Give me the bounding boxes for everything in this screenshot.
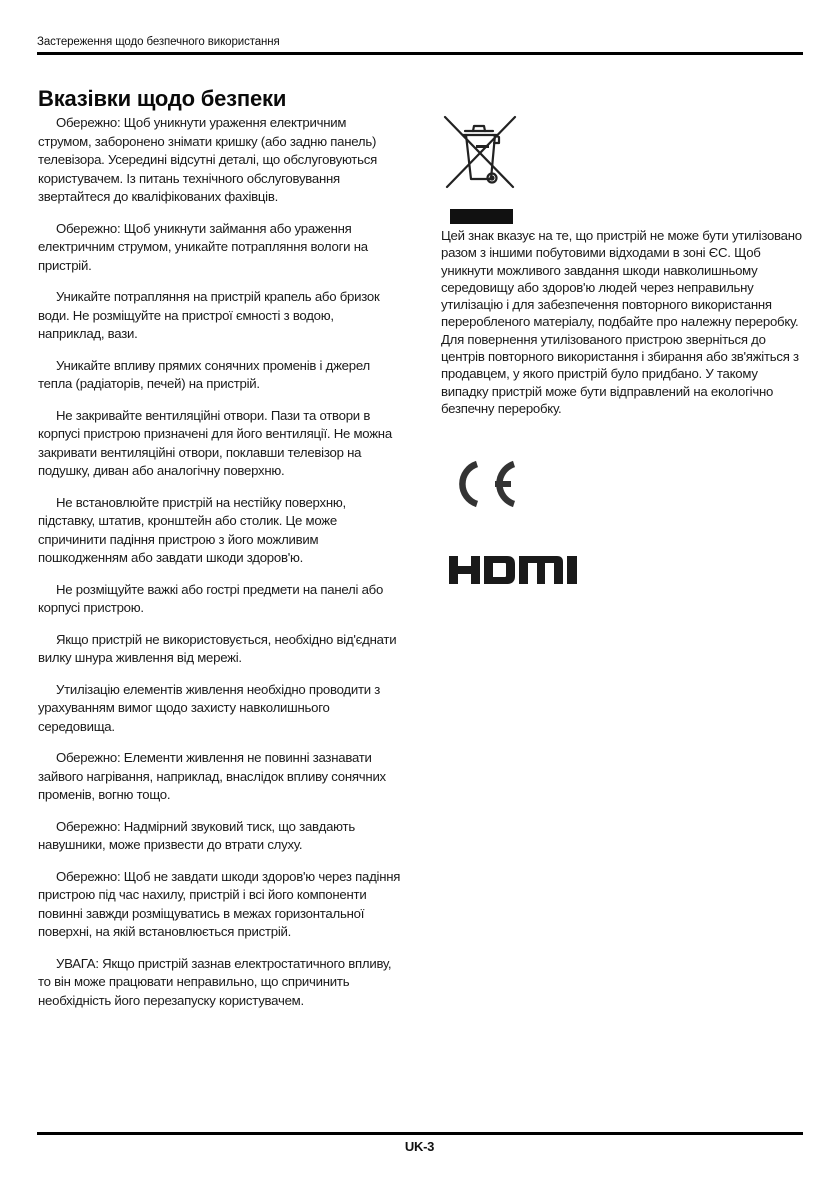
- paragraph-unplug: Якщо пристрій не використовується, необхідно від'єднати вилку шнура живлення від мережі.: [38, 631, 397, 665]
- paragraph-heavy-objects: Не розміщуйте важкі або гострі предмети на панелі або корпусі пристрою.: [38, 581, 384, 615]
- weee-underbar: [450, 209, 513, 224]
- paragraph-heat-sources: Уникайте впливу прямих сонячних променів і джерел тепла (радіаторів, печей) на пристрій.: [38, 357, 370, 391]
- weee-disposal-notice: Цей знак вказує на те, що пристрій не може бути утилізовано разом з іншими побутовими відходами в зоні ЄС. Щоб уникнути можливого завдання шкоди навколишньому середовищу або здоров'ю людей через неправильну утилізацію і для забезпечення повторного використання переробленого матеріалу, подбайте про належну переробку. Для повернення утилізованого пристрою зверніться до центрів повторного використання і збирання або зв'яжіться з продавцем, у якого пристрій було придбано. У такому випадку пристрій може бути відправлений на екологічно безпечну переробку.: [441, 228, 802, 416]
- paragraph-headphones: Обережно: Надмірний звуковий тиск, що завдають навушники, може призвести до втрати слуху.: [38, 818, 355, 852]
- paragraph-battery-heat: Обережно: Елементи живлення не повинні зазнавати зайвого нагрівання, наприклад, внаслідок впливу сонячних променів, вогню тощо.: [38, 750, 386, 802]
- ce-mark-icon: [449, 459, 521, 509]
- paragraph-ventilation: Не закривайте вентиляційні отвори. Пази та отвори в корпусі пристрою призначені для його вентиляції. Не можна закривати вентиляційні отвори, поклавши телевізор на подушку, диван або аналогічну поверхню.: [38, 407, 392, 478]
- page-title: Вказівки щодо безпеки: [38, 86, 287, 111]
- paragraph-battery-disposal: Утилізацію елементів живлення необхідно проводити з урахуванням вимог щодо захисту навколишнього середовища.: [38, 681, 381, 734]
- paragraph-tilt: Обережно: Щоб не завдати шкоди здоров'ю через падіння пристрою під час нахилу, пристрій і всі його компоненти повинні завжди розміщуватись в межах горизонтальної поверхні, на якій встановлюється пристрій.: [38, 868, 401, 939]
- hdmi-logo-icon: [449, 556, 584, 584]
- footer-rule: [37, 1132, 803, 1135]
- paragraph-electrostatic: УВАГА: Якщо пристрій зазнав електростатичного впливу, то він може працювати неправильно, що спричинить необхідність його перезапуску користувачем.: [38, 955, 392, 1008]
- safety-instructions: [38, 114, 403, 1023]
- running-header: Застереження щодо безпечного використання: [37, 36, 280, 48]
- crossed-out-wheelie-bin-icon: [441, 113, 521, 193]
- header-rule: [37, 52, 803, 55]
- paragraph-unstable-surface: Не встановлюйте пристрій на нестійку поверхню, підставку, штатив, кронштейн або столик. Це може спричинити падіння пристрою з його можливим пошкодженням або завдати шкоди здоров'ю.: [38, 494, 346, 565]
- paragraph-moisture: Обережно: Щоб уникнути займання або ураження електричним струмом, уникайте потрапляння вологи на пристрій.: [38, 220, 368, 273]
- paragraph-electric-shock: Обережно: Щоб уникнути ураження електричним струмом, заборонено знімати кришку (або задню панель) телевізора. Усередині відсутні деталі, що обслуговуються користувачем. Із питань технічного обслуговування звертайтеся до кваліфікованих фахівців.: [38, 115, 377, 204]
- paragraph-water-drops: Уникайте потрапляння на пристрій крапель або бризок води. Не розміщуйте на пристрої ємності з водою, наприклад, вази.: [38, 289, 380, 341]
- page-number: UK-3: [404, 1139, 435, 1154]
